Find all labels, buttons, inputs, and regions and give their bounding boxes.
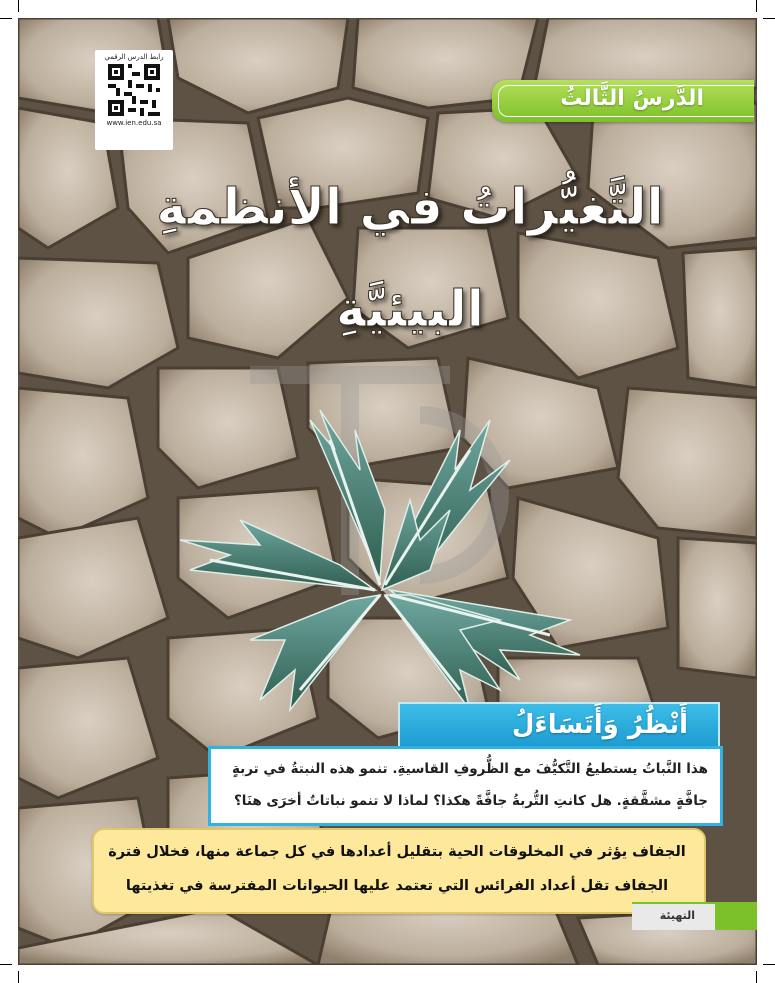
qr-caption: رابط الدرس الرقمي [104,53,164,61]
qr-code-card[interactable] [95,50,173,150]
crop-mark [18,0,19,12]
qr-code-icon[interactable] [108,64,160,116]
look-and-wonder-text: جافَّةٍ مشقَّقةٍ. هل كانتِ التُّربةُ جافَّةً هكذا؟ لماذا لا تنمو نباتاتٌ أخرَى هنَا؟ [233,793,708,809]
crop-mark [0,964,12,965]
page-title-line-1: التَّغيُّراتُ في الأنظمةِ [156,178,664,236]
page-title-line-2: البيئيَّةِ [336,280,484,338]
qr-url[interactable]: www.ien.edu.sa [106,119,162,127]
plant-illustration [170,390,590,720]
crop-mark [756,0,757,12]
drought-note-line: الجفاف يؤثر في المخلوقات الحية بتقليل أعدادها في كل جماعة منها، فخلال فترة [108,844,686,860]
crop-mark [763,964,775,965]
drought-note-line: الجفاف تقل أعداد الفرائس التي تعتمد عليها الحيوانات المفترسة في تغذيتها [125,878,669,894]
footer-section-label: التهيئة [659,909,695,922]
look-and-wonder-box [208,746,723,826]
drought-note [92,828,706,914]
lesson-banner [492,80,754,122]
footer-strip [632,902,757,930]
crop-mark [0,18,12,19]
lesson-label: الدَّرسُ الثَّالثُ [560,86,704,111]
crop-mark [18,971,19,983]
look-and-wonder-heading: أَنْظُرُ وَأَتَسَاءَلُ [511,710,688,740]
look-and-wonder-text: هذا النَّباتُ يستطيعُ التَّكيُّفَ مع الظُّروفِ القاسيةِ. تنمو هذه النبتةُ في تربةٍ [231,761,708,777]
page-number [715,904,757,930]
crop-mark [756,971,757,983]
crop-mark [763,18,775,19]
